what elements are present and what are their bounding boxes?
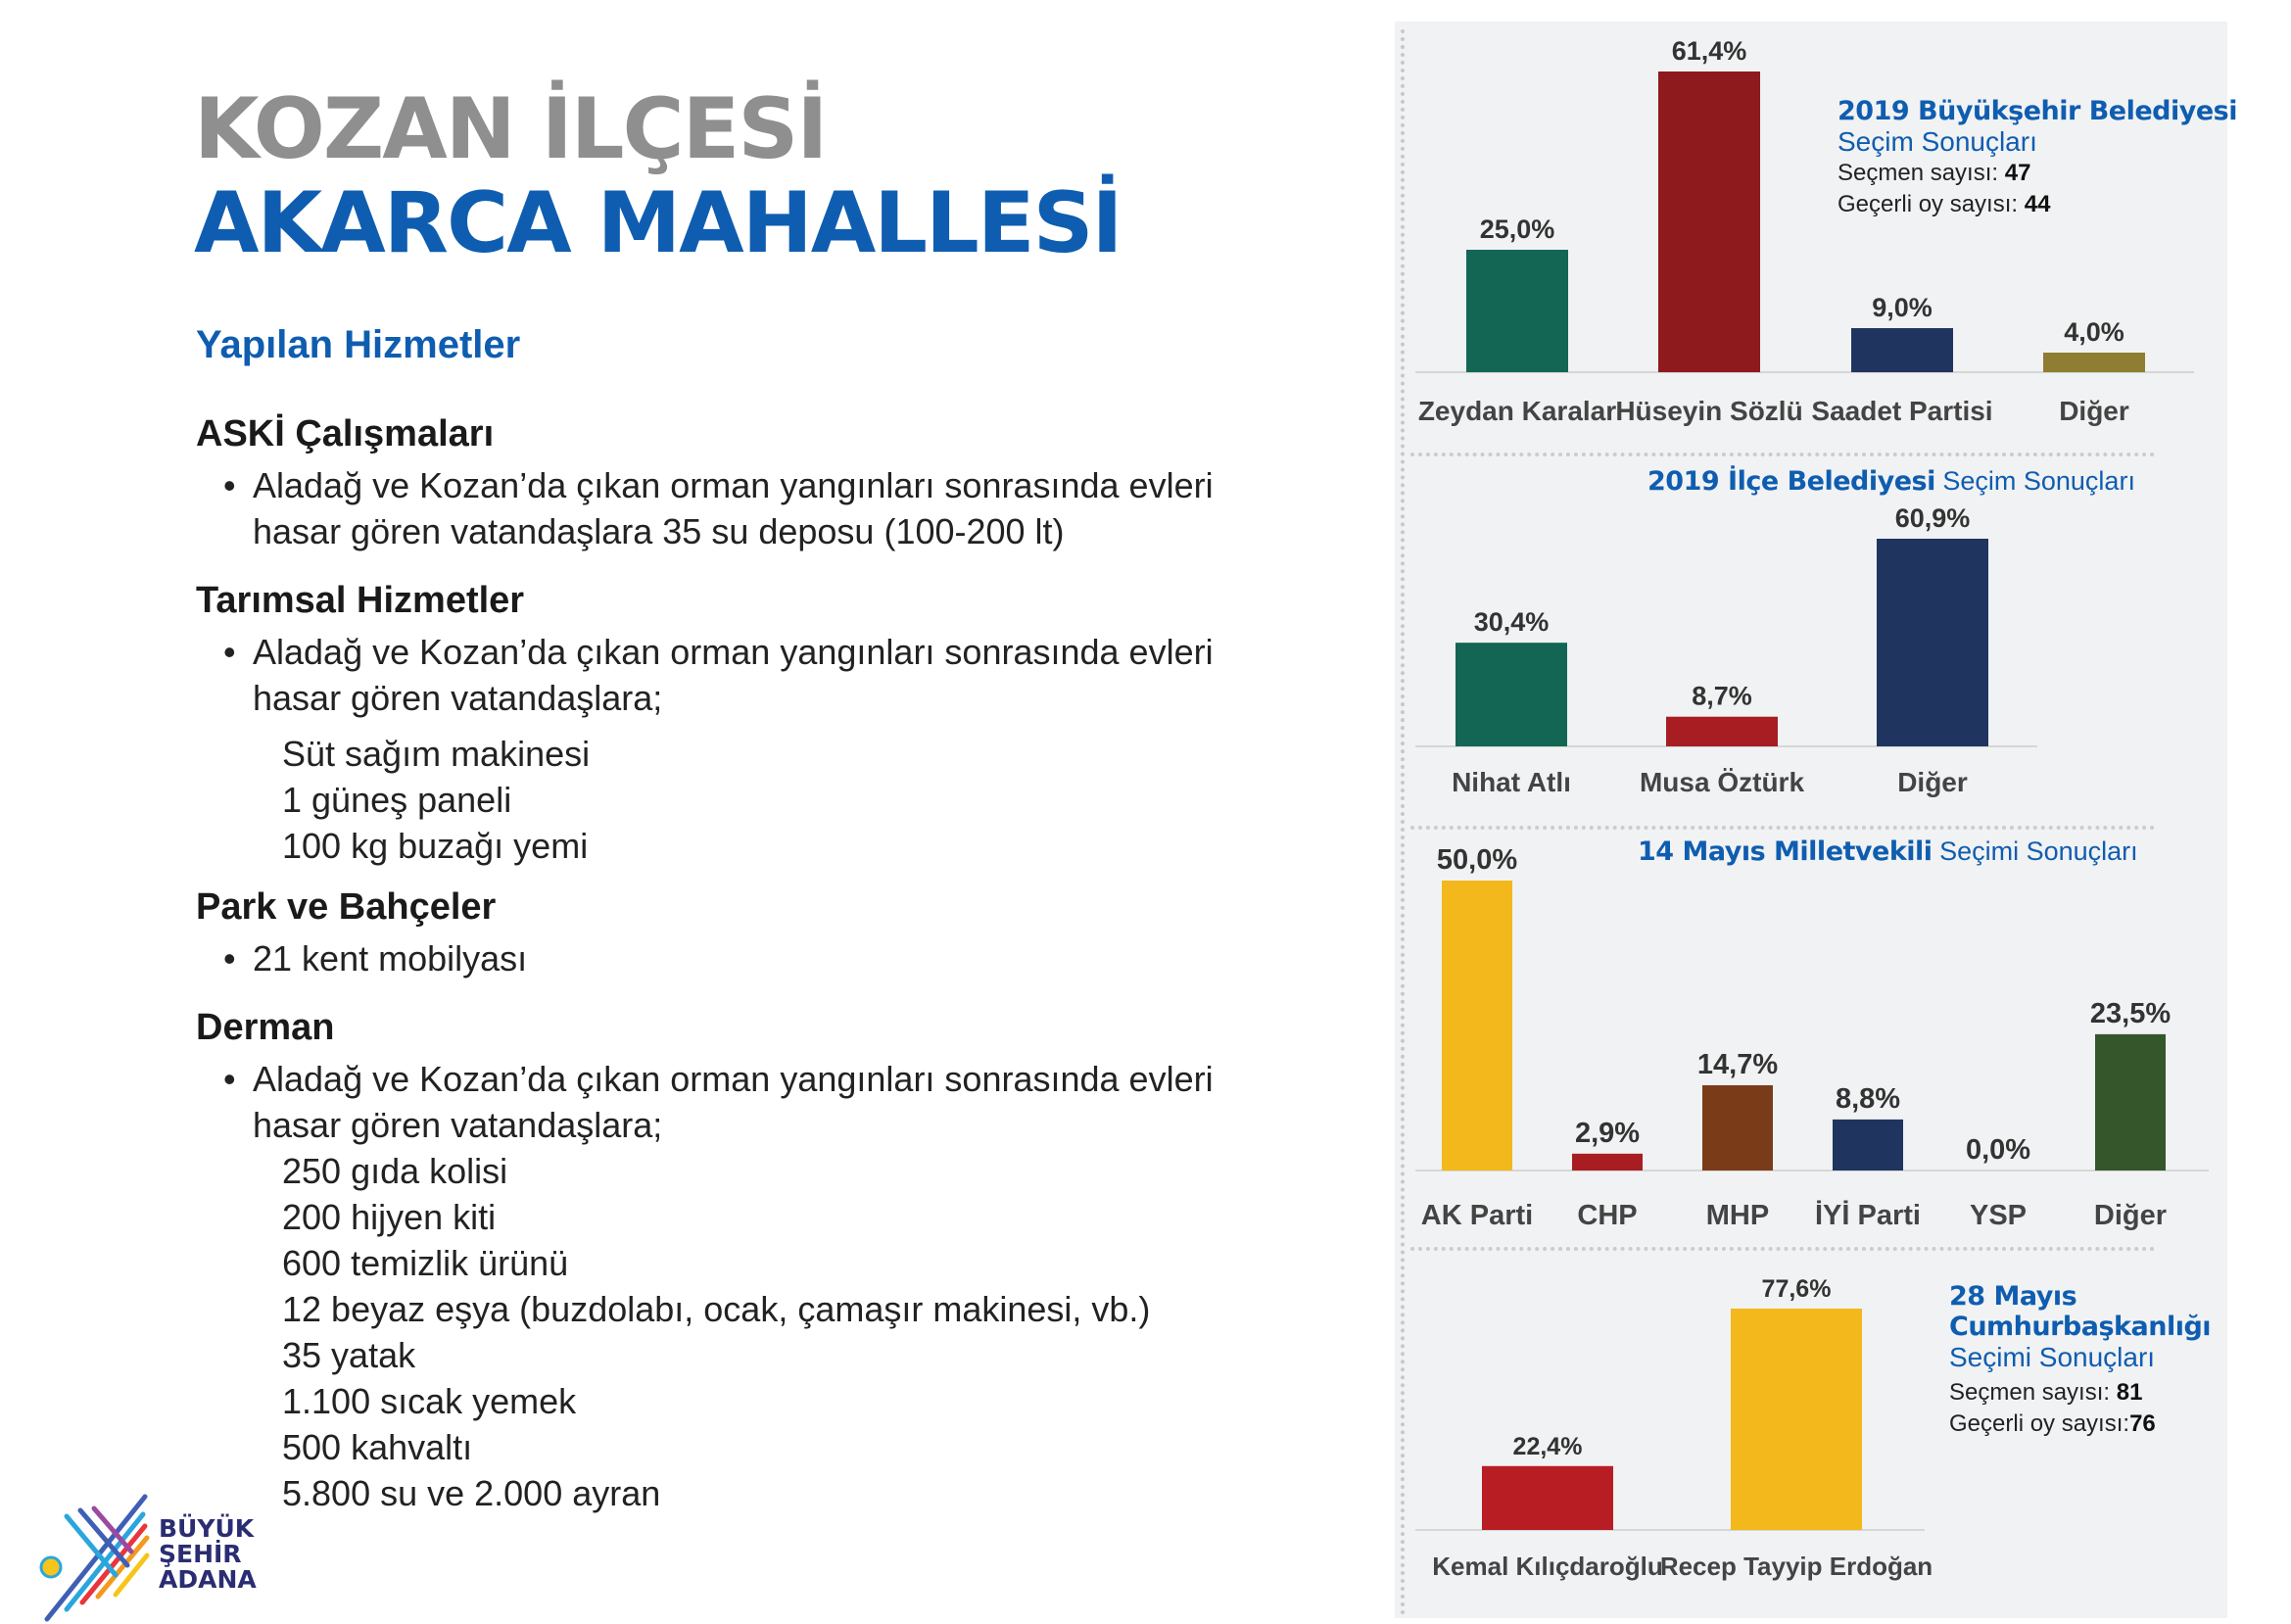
logo-line: ŞEHİR — [159, 1540, 242, 1568]
bullet-line: • Aladağ ve Kozan’da çıkan orman yangınları sonrasında evleri — [253, 465, 1214, 505]
district-title: KOZAN İLÇESİ — [194, 80, 827, 178]
valid-label: Geçerli oy sayısı: — [1949, 1410, 2130, 1437]
bullet-line: hasar gören vatandaşlara 35 su deposu (100-200 lt) — [253, 511, 1065, 551]
chart1-title: 2019 Büyükşehir Belediyesi — [1838, 96, 2237, 126]
service-heading: Derman — [196, 1007, 335, 1048]
chart4-bar — [1731, 1309, 1862, 1530]
service-heading: Tarımsal Hizmetler — [196, 580, 525, 621]
chart3-title-bold: 14 Mayıs Milletvekili — [1638, 836, 1933, 867]
chart2-title-regular: Seçim Sonuçları — [1942, 466, 2135, 496]
chart3-category-label: İYİ Parti — [1815, 1200, 1921, 1231]
chart3-category-label: MHP — [1705, 1200, 1770, 1231]
chart3-title-regular: Seçimi Sonuçları — [1939, 836, 2138, 866]
chart1-category-label: Zeydan Karalar — [1417, 396, 1617, 426]
chart3-value-label: 2,9% — [1574, 1117, 1641, 1149]
service-heading: ASKİ Çalışmaları — [196, 413, 495, 454]
chart2-value-label: 60,9% — [1894, 503, 1971, 533]
chart4-category-label: Kemal Kılıçdaroğlu — [1432, 1552, 1663, 1581]
service-item: 500 kahvaltı — [282, 1427, 473, 1467]
chart1-category-label: Hüseyin Sözlü — [1615, 396, 1803, 426]
chart2-value-label: 8,7% — [1692, 681, 1752, 711]
service-item: 600 temizlik ürünü — [282, 1243, 569, 1283]
chart3-value-label: 8,8% — [1835, 1082, 1901, 1115]
service-heading: Park ve Bahçeler — [196, 886, 497, 928]
bullet-line: • Aladağ ve Kozan’da çıkan orman yangınları sonrasında evleri — [253, 1059, 1214, 1099]
chart1-subtitle: Seçim Sonuçları — [1838, 126, 2037, 157]
chart3-category-label: Diğer — [2093, 1200, 2168, 1231]
chart2-category-label: Nihat Atlı — [1452, 767, 1571, 797]
service-item: 250 gıda kolisi — [282, 1151, 508, 1191]
chart1-category-label: Diğer — [2059, 396, 2129, 426]
chart2-bar — [1666, 717, 1778, 746]
chart3-category-label: YSP — [1969, 1200, 2028, 1231]
chart2-title-bold: 2019 İlçe Belediyesi — [1647, 466, 1935, 497]
chart2-bar — [1877, 539, 1988, 746]
service-item: 1.100 sıcak yemek — [282, 1381, 577, 1421]
chart2-category-label: Diğer — [1897, 767, 1968, 797]
voters-label: Seçmen sayısı: — [1949, 1379, 2111, 1406]
chart1-bar — [1658, 72, 1760, 372]
service-item: 35 yatak — [282, 1335, 416, 1375]
bullet-line: hasar gören vatandaşlara; — [253, 678, 663, 718]
service-item: 200 hijyen kiti — [282, 1197, 497, 1237]
voters-value: 47 — [2004, 160, 2031, 186]
bullet-line: • Aladağ ve Kozan’da çıkan orman yangınları sonrasında evleri — [253, 632, 1214, 672]
service-item: Süt sağım makinesi — [282, 734, 591, 774]
logo-line: ADANA — [159, 1565, 257, 1594]
valid-value: 76 — [2129, 1410, 2156, 1437]
valid-label: Geçerli oy sayısı: — [1838, 191, 2019, 217]
chart1-value-label: 61,4% — [1671, 36, 1747, 66]
chart3-value-label: 50,0% — [1436, 844, 1518, 876]
bullet-line: • 21 kent mobilyası — [253, 938, 528, 979]
chart1-category-label: Saadet Partisi — [1811, 396, 1993, 426]
neighborhood-title: AKARCA MAHALLESİ — [194, 174, 1122, 272]
bullet-line: hasar gören vatandaşlara; — [253, 1105, 663, 1145]
chart1-bar — [1466, 250, 1568, 372]
chart3-bar — [2095, 1034, 2166, 1170]
chart3-bar — [1442, 881, 1512, 1170]
chart1-bar — [1851, 328, 1953, 372]
service-item: 100 kg buzağı yemi — [282, 826, 589, 866]
chart4-subtitle: Seçimi Sonuçları — [1949, 1342, 2156, 1372]
chart1-value-label: 4,0% — [2064, 317, 2124, 347]
voters-value: 81 — [2116, 1379, 2143, 1406]
chart3-value-label: 0,0% — [1965, 1134, 2031, 1166]
chart2-bar — [1456, 643, 1567, 746]
chart3-bar — [1702, 1085, 1773, 1170]
chart4-title-line1: 28 Mayıs — [1949, 1281, 2077, 1312]
chart4-title-line2: Cumhurbaşkanlığı — [1949, 1312, 2212, 1342]
chart4-category-label: Recep Tayyip Erdoğan — [1659, 1552, 1933, 1581]
service-item: 5.800 su ve 2.000 ayran — [282, 1473, 661, 1513]
chart4-bar — [1482, 1466, 1613, 1530]
chart3-bar — [1572, 1154, 1643, 1170]
chart3-value-label: 23,5% — [2089, 997, 2172, 1029]
valid-value: 44 — [2024, 191, 2051, 217]
services-title: Yapılan Hizmetler — [196, 323, 521, 366]
chart4-value-label: 22,4% — [1512, 1432, 1583, 1460]
service-item: 1 güneş paneli — [282, 780, 512, 820]
voters-label: Seçmen sayısı: — [1838, 160, 1999, 186]
logo-line: BÜYÜK — [159, 1514, 255, 1543]
chart1-bar — [2043, 353, 2145, 372]
chart2-value-label: 30,4% — [1473, 607, 1550, 638]
chart3-category-label: CHP — [1577, 1200, 1638, 1231]
chart1-value-label: 25,0% — [1479, 215, 1555, 244]
chart3-value-label: 14,7% — [1696, 1048, 1779, 1080]
chart4-value-label: 77,6% — [1761, 1275, 1832, 1303]
chart3-category-label: AK Parti — [1420, 1200, 1534, 1231]
chart3-bar — [1833, 1120, 1903, 1170]
chart1-value-label: 9,0% — [1872, 293, 1933, 322]
chart2-category-label: Musa Öztürk — [1639, 767, 1805, 797]
service-item: 12 beyaz eşya (buzdolabı, ocak, çamaşır makinesi, vb.) — [282, 1289, 1151, 1329]
